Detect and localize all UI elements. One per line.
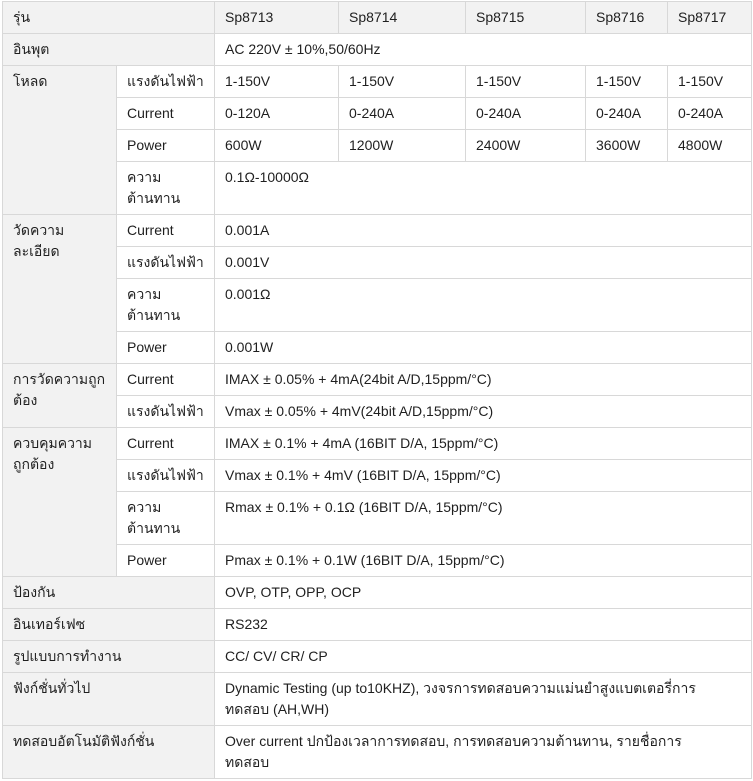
load-resistance-value: 0.1Ω-10000Ω xyxy=(215,162,752,215)
accuracy-label xyxy=(3,364,117,428)
protection-row xyxy=(3,577,752,609)
load-current-value: 0-240A xyxy=(466,98,586,130)
control-current-row xyxy=(3,428,752,460)
label-line: ละเอียด xyxy=(13,243,60,259)
resolution-label xyxy=(3,215,117,364)
load-power-value: 2400W xyxy=(466,130,586,162)
label-line: วัดความ xyxy=(13,222,65,238)
load-power-value: 3600W xyxy=(586,130,668,162)
control-voltage-value: Vmax ± 0.1% + 4mV (16BIT D/A, 15ppm/°C) xyxy=(215,460,752,492)
label-line: ต้อง xyxy=(13,392,38,408)
model-name: Sp8715 xyxy=(466,2,586,34)
modes-label: รูปแบบการทำงาน xyxy=(3,641,215,673)
model-name: Sp8714 xyxy=(339,2,466,34)
label-line: ความ xyxy=(127,286,162,302)
functions-label: ฟังก์ชั่นทั่วไป xyxy=(3,673,215,726)
label-line: ความ xyxy=(127,169,162,185)
accuracy-current-value: IMAX ± 0.05% + 4mA(24bit A/D,15ppm/°C) xyxy=(215,364,752,396)
resolution-current-value: 0.001A xyxy=(215,215,752,247)
control-power-label: Power xyxy=(117,545,215,577)
resolution-resistance-label xyxy=(117,279,215,332)
load-current-label: Current xyxy=(117,98,215,130)
control-current-value: IMAX ± 0.1% + 4mA (16BIT D/A, 15ppm/°C) xyxy=(215,428,752,460)
load-current-value: 0-240A xyxy=(586,98,668,130)
label-line: ต้านทาน xyxy=(127,520,181,536)
model-name: Sp8717 xyxy=(668,2,752,34)
model-name: Sp8713 xyxy=(215,2,339,34)
load-resistance-label xyxy=(117,162,215,215)
label-line: ควบคุมความ xyxy=(13,435,93,451)
resolution-current-label: Current xyxy=(117,215,215,247)
accuracy-current-label: Current xyxy=(117,364,215,396)
input-value: AC 220V ± 10%,50/60Hz xyxy=(215,34,752,66)
load-voltage-value: 1-150V xyxy=(586,66,668,98)
model-name: Sp8716 xyxy=(586,2,668,34)
resolution-voltage-value: 0.001V xyxy=(215,247,752,279)
model-label: รุ่น xyxy=(3,2,215,34)
interface-value: RS232 xyxy=(215,609,752,641)
control-current-label: Current xyxy=(117,428,215,460)
label-line: ต้านทาน xyxy=(127,190,181,206)
control-resistance-label xyxy=(117,492,215,545)
spec-table xyxy=(2,1,752,779)
value-line: ทดสอบ xyxy=(225,754,270,770)
load-voltage-value: 1-150V xyxy=(668,66,752,98)
value-line: Dynamic Testing (up to10KHZ), วงจรการทดสอบความแม่นยำสูงแบตเตอรี่การ xyxy=(225,680,696,696)
protection-value: OVP, OTP, OPP, OCP xyxy=(215,577,752,609)
value-line: ทดสอบ (AH,WH) xyxy=(225,701,330,717)
input-label: อินพุต xyxy=(3,34,215,66)
modes-value: CC/ CV/ CR/ CP xyxy=(215,641,752,673)
resolution-power-value: 0.001W xyxy=(215,332,752,364)
functions-value xyxy=(215,673,752,726)
interface-label: อินเทอร์เฟซ xyxy=(3,609,215,641)
interface-row xyxy=(3,609,752,641)
load-voltage-value: 1-150V xyxy=(466,66,586,98)
protection-label: ป้องกัน xyxy=(3,577,215,609)
load-voltage-row xyxy=(3,66,752,98)
accuracy-voltage-value: Vmax ± 0.05% + 4mV(24bit A/D,15ppm/°C) xyxy=(215,396,752,428)
label-line: ต้านทาน xyxy=(127,307,181,323)
auto-test-label: ทดสอบอัตโนมัติฟังก์ชั่น xyxy=(3,726,215,779)
input-row xyxy=(3,34,752,66)
auto-test-row xyxy=(3,726,752,779)
load-power-value: 4800W xyxy=(668,130,752,162)
load-voltage-value: 1-150V xyxy=(215,66,339,98)
load-label: โหลด xyxy=(3,66,117,215)
accuracy-voltage-label: แรงดันไฟฟ้า xyxy=(117,396,215,428)
load-current-value: 0-240A xyxy=(339,98,466,130)
control-label xyxy=(3,428,117,577)
resolution-voltage-label: แรงดันไฟฟ้า xyxy=(117,247,215,279)
control-resistance-value: Rmax ± 0.1% + 0.1Ω (16BIT D/A, 15ppm/°C) xyxy=(215,492,752,545)
control-voltage-label: แรงดันไฟฟ้า xyxy=(117,460,215,492)
value-line: Over current ปกป้องเวลาการทดสอบ, การทดสอบความต้านทาน, รายชื่อการ xyxy=(225,733,682,749)
modes-row xyxy=(3,641,752,673)
control-power-value: Pmax ± 0.1% + 0.1W (16BIT D/A, 15ppm/°C) xyxy=(215,545,752,577)
model-row xyxy=(3,2,752,34)
load-voltage-value: 1-150V xyxy=(339,66,466,98)
auto-test-value xyxy=(215,726,752,779)
functions-row xyxy=(3,673,752,726)
load-power-value: 1200W xyxy=(339,130,466,162)
resolution-current-row xyxy=(3,215,752,247)
label-line: ถูกต้อง xyxy=(13,456,55,472)
load-power-value: 600W xyxy=(215,130,339,162)
label-line: ความ xyxy=(127,499,162,515)
load-current-value: 0-240A xyxy=(668,98,752,130)
load-power-label: Power xyxy=(117,130,215,162)
label-line: การวัดความถูก xyxy=(13,371,106,387)
load-current-value: 0-120A xyxy=(215,98,339,130)
load-voltage-label: แรงดันไฟฟ้า xyxy=(117,66,215,98)
resolution-resistance-value: 0.001Ω xyxy=(215,279,752,332)
resolution-power-label: Power xyxy=(117,332,215,364)
accuracy-current-row xyxy=(3,364,752,396)
